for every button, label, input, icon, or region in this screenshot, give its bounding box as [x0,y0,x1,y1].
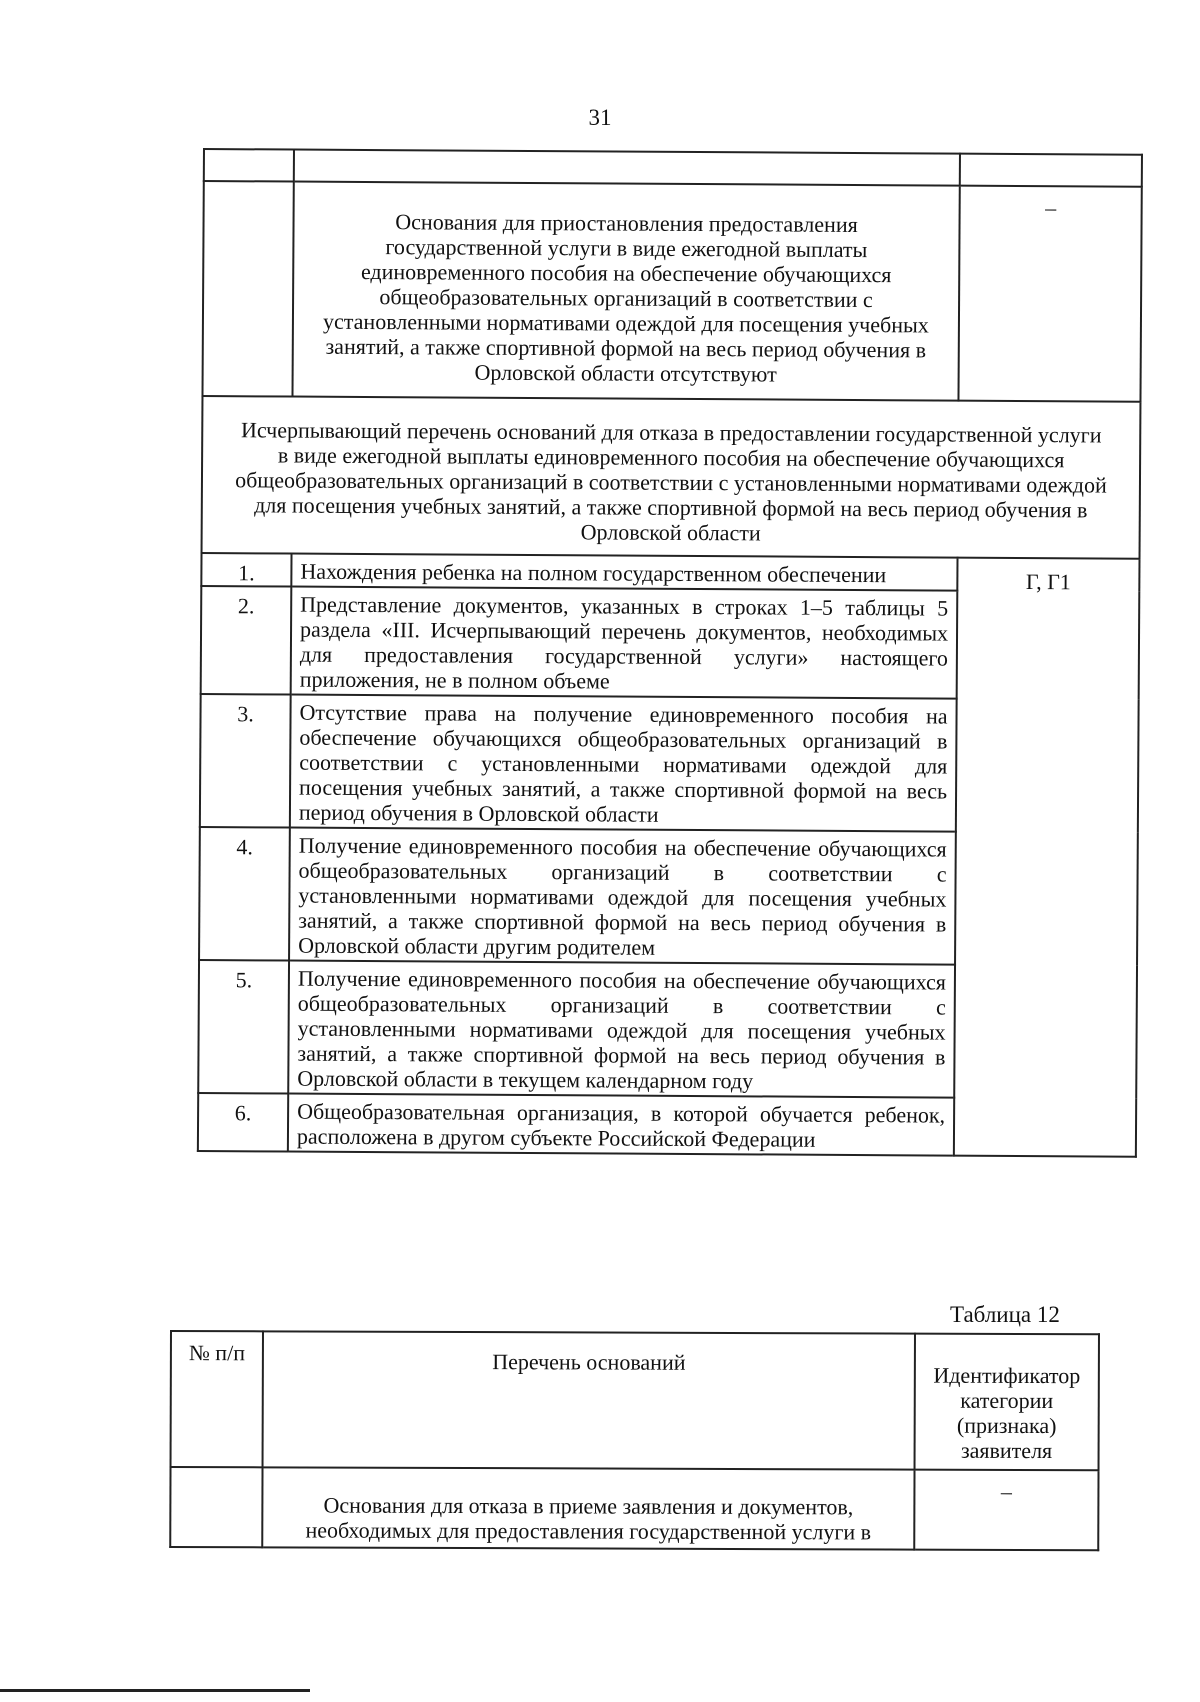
row-num: 1. [201,553,291,587]
header-cell-reason [294,150,960,186]
row-num: 6. [198,1093,288,1152]
row-reason: Нахождения ребенка на полном государственном обеспечении [291,554,957,591]
suspension-identifier: – [958,186,1141,402]
table-12-caption: Таблица 12 [950,1302,1060,1327]
table-12-header-reasons: Перечень оснований [263,1331,915,1469]
suspension-row [202,181,1141,402]
row-num: 4. [199,827,290,961]
scan-edge-line [0,1689,310,1692]
header-cell-identifier [960,154,1142,187]
row-num: 2. [201,586,292,695]
suspension-num-cell [202,181,293,397]
table-12-row-identifier: – [914,1470,1098,1551]
table-12-header-row [171,1331,1099,1470]
refusal-reasons-table [197,148,1143,1158]
row-reason: Получение единовременного пособия на обеспечение обучающихся общеобразовательных организаций в соответствии с установленными нормативами одеждой для посещения учебных занятий, а также спортивной формой на весь период обучения в Орловской области в текущем календарном году [288,961,955,1098]
row-reason: Общеобразовательная организация, в которой обучается ребенок, расположена в другом субъекте Российской Федерации [288,1094,954,1156]
suspension-heading: Основания для приостановления предоставления государственной услуги в виде ежегодной выплаты единовременного пособия на обеспечение обучающихся общеобразовательных организаций в соответствии с установленными нормативами одеждой для посещения учебных занятий, а также спортивной формой на весь период обучения в Орловской области отсутствуют [292,182,959,401]
refusal-identifier: Г, Г1 [954,558,1140,1157]
table-12-row [170,1467,1098,1550]
header-cell-num [204,149,294,182]
table-12-header-num: № п/п [171,1331,263,1467]
row-num: 3. [200,694,291,828]
table-12-row-num [170,1467,262,1547]
row-reason: Получение единовременного пособия на обеспечение обучающихся общеобразовательных организаций в соответствии с установленными нормативами одеждой для посещения учебных занятий, а также спортивной формой на весь период обучения в Орловской области другим родителем [289,828,956,965]
refusal-heading: Исчерпывающий перечень оснований для отказа в предоставлении государственной услуги в виде ежегодной выплаты единовременного пособия на обеспечение обучающихся общеобразовательных организаций в соответствии с установленными нормативами одеждой для посещения учебных занятий, а также спортивной формой на весь период обучения в Орловской области [202,396,1141,559]
table-12-row-text: Основания для отказа в приеме заявления и документов, необходимых для предоставления государственной услуги в [262,1467,914,1549]
page-number: 31 [588,105,612,130]
table-12-header-identifier: Идентификатор категории (признака) заявителя [915,1334,1099,1471]
table-12 [169,1330,1100,1551]
row-reason: Представление документов, указанных в строках 1–5 таблицы 5 раздела «III. Исчерпывающий перечень документов, необходимых для предоставления государственной услуги» настоящего приложения, не в полном объеме [291,587,958,699]
refusal-heading-row [202,396,1141,559]
row-num: 5. [198,960,289,1094]
row-reason: Отсутствие права на получение единовременного пособия на обеспечение обучающихся общеобразовательных организаций в соответствии с установленными нормативами одеждой для посещения учебных занятий, а также спортивной формой на весь период обучения в Орловской области [290,695,957,832]
